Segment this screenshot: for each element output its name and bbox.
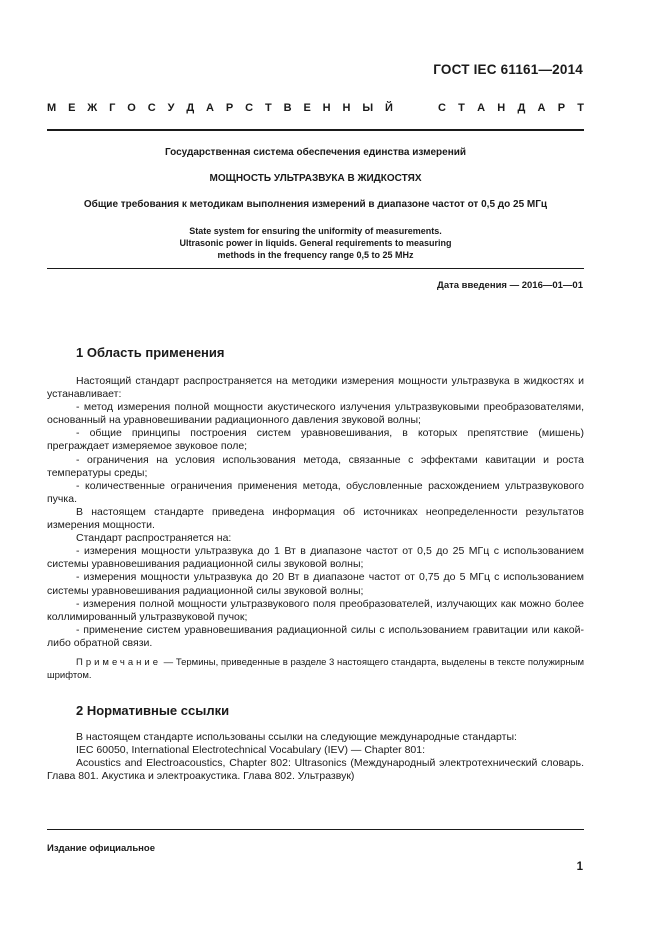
header-rule-thick xyxy=(47,129,584,131)
document-code: ГОСТ IEC 61161—2014 xyxy=(433,62,583,77)
paragraph: В настоящем стандарте приведена информация об источниках неопределенности результатов измерения мощности. xyxy=(47,505,584,532)
banner-letter: Т xyxy=(264,102,272,114)
banner-letter: Ж xyxy=(87,102,98,114)
standard-word xyxy=(438,102,584,114)
note-label: Примечание xyxy=(76,656,161,668)
section-2-title: 2 Нормативные ссылки xyxy=(76,703,230,718)
banner-letter: С xyxy=(245,102,254,114)
section-1-body xyxy=(47,375,584,682)
paragraph: - метод измерения полной мощности акустического излучения ультразвуковыми преобразователями, основанный на уравновешивании радиационного давления звуковой волны; xyxy=(47,401,584,427)
paragraph: - количественные ограничения применения метода, обусловленные расхождением ультразвукового пучка. xyxy=(47,479,584,505)
banner-letter: У xyxy=(167,102,175,114)
paragraph: - общие принципы построения систем уравновешивания, в которых препятствие (мишень) преграждает измеряемое звуковое поле; xyxy=(47,427,584,453)
main-title: МОЩНОСТЬ УЛЬТРАЗВУКА В ЖИДКОСТЯХ xyxy=(209,173,422,184)
banner-letter: А xyxy=(206,102,214,114)
banner-letter: Т xyxy=(577,102,584,114)
banner-letter: Д xyxy=(517,102,526,114)
english-title xyxy=(47,225,584,261)
introduction-date: Дата введения — 2016—01—01 xyxy=(437,280,583,291)
paragraph: В настоящем стандарте использованы ссылки на следующие международные стандарты: xyxy=(76,731,517,743)
banner-letter: Р xyxy=(557,102,566,114)
paragraph: Настоящий стандарт распространяется на методики измерения мощности ультразвука в жидкостях и устанавливает: xyxy=(47,375,584,401)
english-title-line: Ultrasonic power in liquids. General requirements to measuring xyxy=(179,238,452,248)
paragraph: - измерения полной мощности ультразвукового поля преобразователей, излучающих как можно более коллимированный ультразвуковой пучок; xyxy=(47,597,584,623)
page-number: 1 xyxy=(576,861,583,873)
paragraph: Acoustics and Electroacoustics, Chapter 802: Ultrasonics (Международный электротехнический словарь. Глава 801. Акустика и электроакустика. Глава 802. Ультразвук) xyxy=(47,757,584,783)
paragraph: - измерения мощности ультразвука до 20 Вт в диапазоне частот от 0,75 до 5 МГц с использованием системы уравновешивания радиационной силы звуковой волны; xyxy=(47,571,584,597)
banner-letter: В xyxy=(283,102,292,114)
note xyxy=(47,656,584,682)
banner-letter: Т xyxy=(458,102,465,114)
interstate-standard-banner xyxy=(47,102,584,114)
banner-letter: О xyxy=(127,102,136,114)
banner-letter: Е xyxy=(303,102,311,114)
title-rule xyxy=(47,268,584,269)
footer-rule xyxy=(47,829,584,830)
paragraph: IEC 60050, International Electrotechnical Vocabulary (IEV) — Chapter 801: xyxy=(76,744,426,757)
banner-letter: Р xyxy=(225,102,234,114)
official-edition-label: Издание официальное xyxy=(47,843,155,854)
banner-letter: А xyxy=(537,102,546,114)
banner-letter: С xyxy=(147,102,156,114)
banner-letter: Д xyxy=(186,102,195,114)
banner-letter: Г xyxy=(109,102,116,114)
paragraph: - применение систем уравновешивания радиационной силы с использованием гравитации или какой-либо обратной связи. xyxy=(47,623,584,649)
banner-letter: Н xyxy=(342,102,351,114)
section-2-body xyxy=(47,731,584,783)
english-title-line: methods in the frequency range 0,5 to 25 MHz xyxy=(217,250,414,260)
note-text: — Термины, приведенные в разделе 3 настоящего стандарта, выделены в тексте полужирным шрифтом. xyxy=(47,656,584,682)
banner-letter: Е xyxy=(68,102,76,114)
banner-letter: Й xyxy=(385,102,393,114)
banner-letter: С xyxy=(438,102,446,114)
banner-letter: Н xyxy=(497,102,506,114)
system-title: Государственная система обеспечения единства измерений xyxy=(164,147,467,158)
banner-letter: Н xyxy=(322,102,331,114)
english-title-line: State system for ensuring the uniformity of measurements. xyxy=(189,226,442,236)
paragraph: - ограничения на условия использования метода, связанные с эффектами кавитации и роста температуры среды; xyxy=(47,453,584,479)
interstate-word xyxy=(47,102,393,114)
banner-letter: Ы xyxy=(362,102,374,114)
section-1-title: 1 Область применения xyxy=(76,345,225,360)
paragraph: - измерения мощности ультразвука до 1 Вт в диапазоне частот от 0,5 до 25 МГц с использованием системы уравновешивания радиационной силы звуковой волны; xyxy=(47,545,584,571)
paragraph: Стандарт распространяется на: xyxy=(76,532,232,545)
subtitle: Общие требования к методикам выполнения измерений в диапазоне частот от 0,5 до 25 МГц xyxy=(83,199,548,210)
banner-letter: А xyxy=(477,102,486,114)
banner-letter: М xyxy=(47,102,57,114)
